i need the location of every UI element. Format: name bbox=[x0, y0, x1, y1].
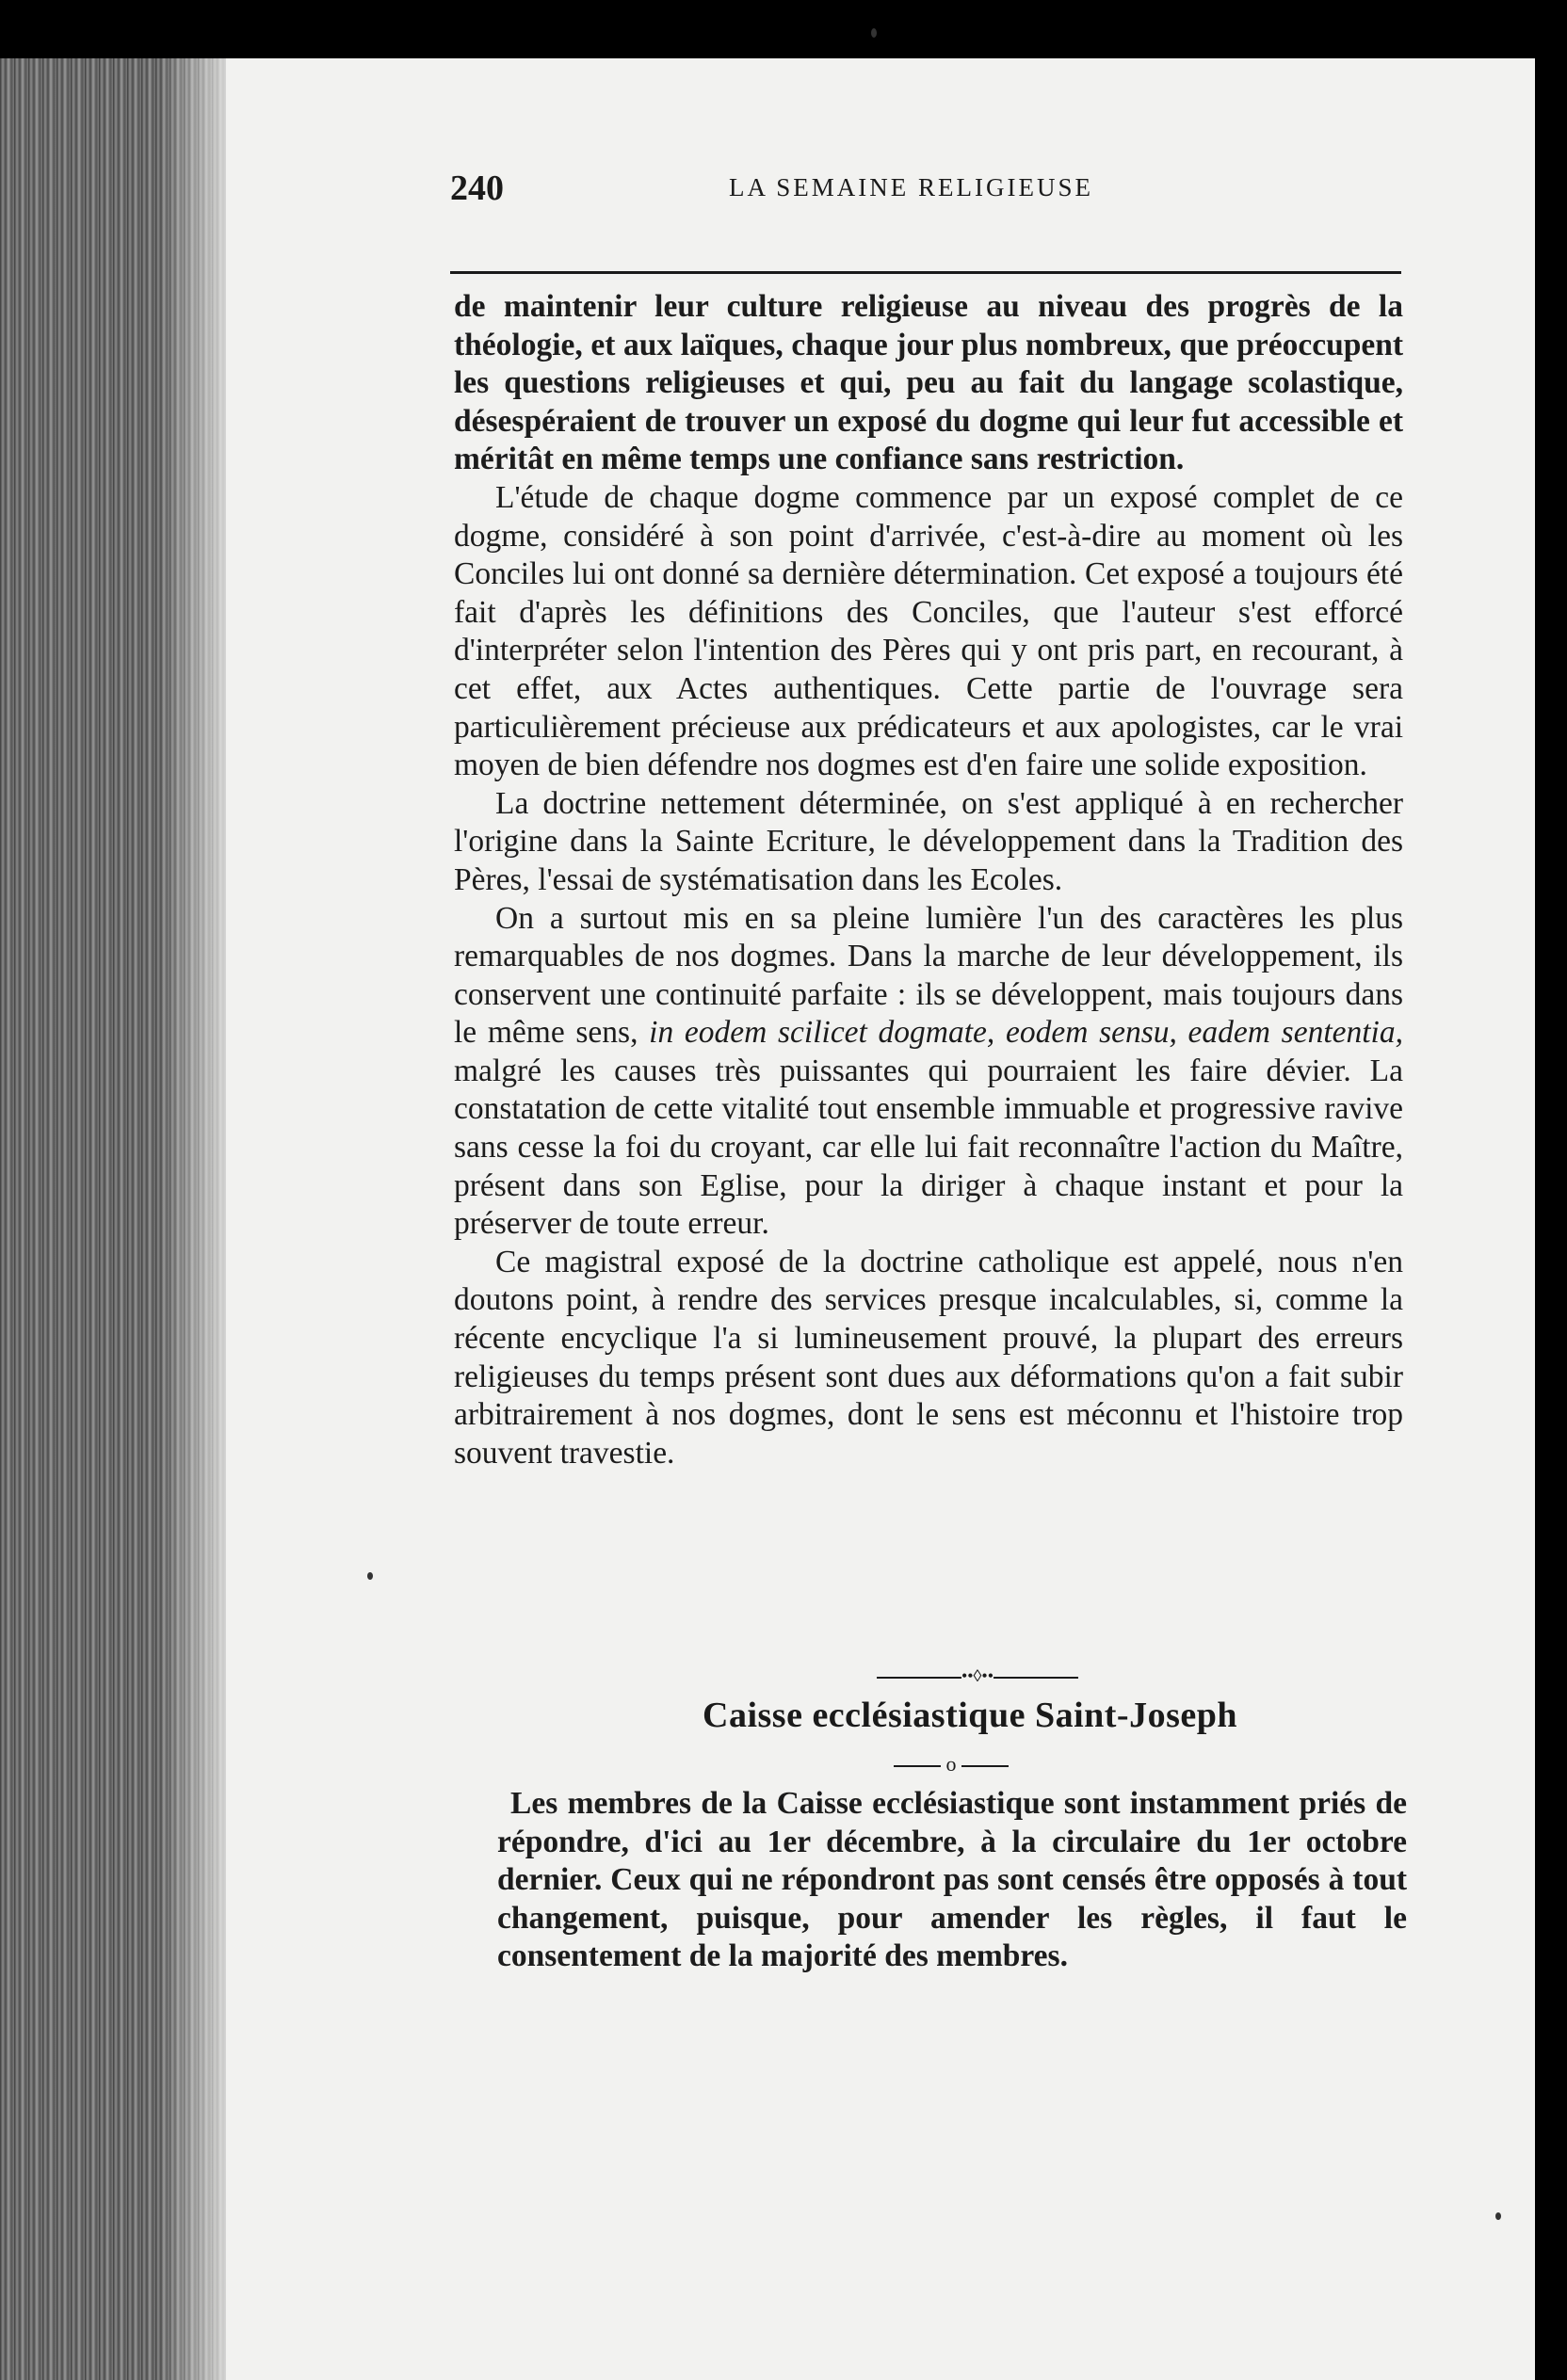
running-head: LA SEMAINE RELIGIEUSE bbox=[729, 173, 1093, 201]
ornament-line-right bbox=[994, 1677, 1078, 1679]
scan-speck bbox=[871, 28, 877, 38]
title-divider bbox=[866, 1753, 1036, 1776]
paragraph-2: L'étude de chaque dogme commence par un exposé complet de ce dogme, considéré à son point d'arrivée, c'est-à-dire au moment où les Conciles lui ont donné sa dernière détermination. Cet exposé a toujours été fait d'après les définitions des Conciles, que l'auteur s'est efforcé d'interpréter selon l'intention des Pères qui y ont pris part, en recourant, à cet effet, aux Actes authentiques. Cette partie de l'ouvrage sera particulièrement précieuse aux prédicateurs et aux apologistes, car le vrai moyen de bien défendre nos dogmes est d'en faire une solide exposition. bbox=[454, 479, 1403, 783]
scan-speck bbox=[367, 1572, 373, 1580]
page-edge-fade bbox=[160, 58, 245, 2380]
section-title: Caisse ecclésiastique Saint-Joseph bbox=[703, 1696, 1237, 1735]
section-body bbox=[497, 1785, 1407, 1976]
latin-quote: in eodem scilicet dogmate, eodem sensu, eadem sententia, bbox=[649, 1015, 1403, 1051]
divider-line-left bbox=[894, 1765, 941, 1767]
paragraph-4 bbox=[454, 900, 1403, 1244]
ornament-line-left bbox=[877, 1677, 961, 1679]
page-number: 240 bbox=[450, 169, 504, 208]
paragraph-3: La doctrine nettement déterminée, on s'est appliqué à en rechercher l'origine dans la Sainte Ecriture, le développement dans la Tradition des Pères, l'essai de systématisation dans les Ecoles. bbox=[454, 785, 1403, 897]
divider-mark: o bbox=[945, 1752, 957, 1776]
ornament-mark: ••◊•• bbox=[961, 1666, 994, 1685]
divider-line-right bbox=[961, 1765, 1009, 1767]
paragraph-5: Ce magistral exposé de la doctrine catholique est appelé, nous n'en doutons point, à rendre des services presque incalculables, si, comme la récente encyclique l'a si lumineusement prouvé, la plupart des erreurs religieuses du temps présent sont dues aux déformations qu'on a fait subir arbitrairement à nos dogmes, dont le sens est méconnu et l'histoire trop souvent travestie. bbox=[454, 1244, 1403, 1471]
section-ornament bbox=[855, 1666, 1100, 1685]
article-body bbox=[454, 288, 1403, 1472]
paragraph-4-start: On a surtout mis en sa pleine lumière l'un des caractères les plus remarquables de nos dogmes. Dans la marche de leur développement, ils conservent une continuité parfaite : ils se développent, mais toujours dans le même sens, bbox=[454, 900, 1403, 1051]
section-paragraph: Les membres de la Caisse ecclésiastique sont instamment priés de répondre, d'ici au 1er décembre, à la circulaire du 1er octobre dernier. Ceux qui ne répondront pas sont censés être opposés à tout changement, puisque, pour amender les règles, il faut le consentement de la majorité des membres. bbox=[497, 1786, 1407, 1974]
page-header bbox=[450, 160, 1392, 217]
scan-speck bbox=[1495, 2212, 1501, 2220]
paragraph-4-end: malgré les causes très puissantes qui pourraient les faire dévier. La constatation de cette vitalité tout ensemble immuable et progressive ravive sans cesse la foi du croyant, car elle lui fait reconnaître l'action du Maître, présent dans son Eglise, pour la diriger à chaque instant et pour la préserver de toute erreur. bbox=[454, 1053, 1403, 1242]
header-rule bbox=[450, 271, 1401, 274]
paragraph-1: de maintenir leur culture religieuse au niveau des progrès de la théologie, et aux laïques, chaque jour plus nombreux, que préoccupent les questions religieuses et qui, peu au fait du langage scolastique, désespéraient de trouver un exposé du dogme qui leur fut accessible et méritât en même temps une confiance sans restriction. bbox=[454, 289, 1403, 477]
